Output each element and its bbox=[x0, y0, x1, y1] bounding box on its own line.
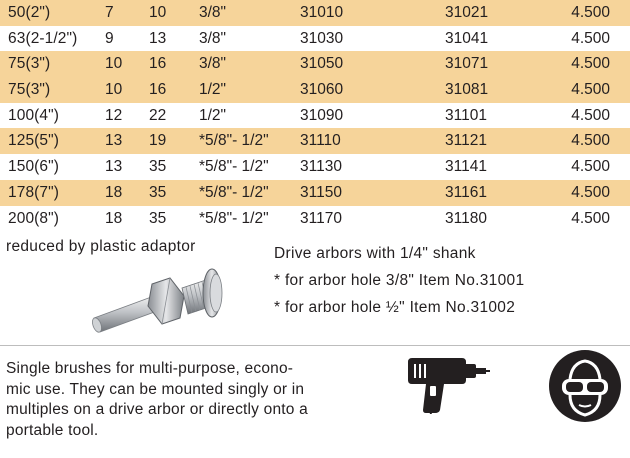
table-cell-diameter: 63(2-1/2") bbox=[8, 29, 78, 47]
table-cell-trim: 16 bbox=[149, 55, 167, 73]
table-cell-item-no-alt: 31041 bbox=[445, 29, 489, 47]
drive-arbor-image bbox=[88, 266, 238, 346]
table-cell-rpm: 4.500 bbox=[571, 29, 610, 47]
table-cell-item-no-alt: 31141 bbox=[445, 158, 487, 176]
drill-icon bbox=[404, 352, 490, 414]
table-cell-diameter: 100(4") bbox=[8, 106, 60, 124]
table-cell-item-no-alt: 31161 bbox=[445, 183, 487, 201]
product-description bbox=[6, 359, 386, 441]
table-cell-diameter: 150(6") bbox=[8, 158, 60, 176]
table-cell-item-no-alt: 31101 bbox=[445, 106, 487, 124]
table-cell-width: 13 bbox=[105, 158, 123, 176]
table-cell-rpm: 4.500 bbox=[571, 132, 610, 150]
table-cell-item-no-alt: 31121 bbox=[445, 132, 487, 150]
safety-goggles-icon bbox=[548, 349, 622, 423]
table-cell-trim: 16 bbox=[149, 81, 167, 99]
table-row bbox=[0, 103, 630, 129]
drive-arbors-info bbox=[274, 240, 524, 321]
table-cell-item-no-alt: 31081 bbox=[445, 81, 489, 99]
table-cell-item-no: 31030 bbox=[300, 29, 344, 47]
table-cell-item-no: 31050 bbox=[300, 55, 344, 73]
table-cell-item-no-alt: 31180 bbox=[445, 209, 487, 227]
table-cell-rpm: 4.500 bbox=[571, 81, 610, 99]
table-cell-rpm: 4.500 bbox=[571, 183, 610, 201]
drive-arbor-option: * for arbor hole ½" Item No.31002 bbox=[274, 299, 516, 316]
table-cell-trim: 35 bbox=[149, 183, 167, 201]
table-cell-item-no: 31110 bbox=[300, 132, 341, 150]
table-row bbox=[0, 26, 630, 52]
table-cell-arbor-hole: 1/2" bbox=[199, 81, 227, 99]
table-cell-width: 9 bbox=[105, 29, 114, 47]
table-cell-width: 18 bbox=[105, 183, 123, 201]
table-cell-rpm: 4.500 bbox=[571, 55, 610, 73]
table-row bbox=[0, 0, 630, 26]
table-cell-width: 7 bbox=[105, 4, 114, 21]
table-cell-width: 18 bbox=[105, 209, 123, 227]
table-cell-arbor-hole: 3/8" bbox=[199, 29, 227, 47]
description-line: multiples on a drive arbor or directly onto a bbox=[6, 401, 308, 418]
table-cell-trim: 13 bbox=[149, 29, 167, 47]
table-cell-trim: 35 bbox=[149, 158, 167, 176]
adaptor-caption: reduced by plastic adaptor bbox=[6, 238, 196, 255]
table-cell-item-no: 31060 bbox=[300, 81, 344, 99]
table-cell-diameter: 125(5") bbox=[8, 132, 60, 150]
table-cell-arbor-hole: *5/8"- 1/2" bbox=[199, 132, 269, 150]
table-cell-arbor-hole: 3/8" bbox=[199, 4, 227, 21]
table-cell-rpm: 4.500 bbox=[571, 209, 610, 227]
table-cell-diameter: 75(3") bbox=[8, 81, 51, 99]
table-cell-diameter: 178(7") bbox=[8, 183, 60, 201]
table-cell-width: 13 bbox=[105, 132, 123, 150]
drive-arbor-option: * for arbor hole 3/8" Item No.31001 bbox=[274, 272, 525, 289]
table-cell-width: 12 bbox=[105, 106, 123, 124]
drive-arbors-heading: Drive arbors with 1/4" shank bbox=[274, 245, 476, 262]
table-cell-item-no: 31130 bbox=[300, 158, 342, 176]
table-cell-rpm: 4.500 bbox=[571, 106, 610, 124]
table-cell-rpm: 4.500 bbox=[571, 158, 610, 176]
table-row bbox=[0, 128, 630, 154]
table-row bbox=[0, 206, 630, 232]
table-cell-rpm: 4.500 bbox=[571, 4, 610, 21]
table-cell-diameter: 200(8") bbox=[8, 209, 60, 227]
description-line: Single brushes for multi-purpose, econo- bbox=[6, 360, 294, 377]
table-cell-arbor-hole: 3/8" bbox=[199, 55, 227, 73]
table-cell-diameter: 75(3") bbox=[8, 55, 51, 73]
table-cell-item-no: 31170 bbox=[300, 209, 342, 227]
table-cell-arbor-hole: *5/8"- 1/2" bbox=[199, 209, 269, 227]
table-cell-trim: 35 bbox=[149, 209, 167, 227]
table-cell-trim: 22 bbox=[149, 106, 167, 124]
table-cell-arbor-hole: *5/8"- 1/2" bbox=[199, 183, 269, 201]
table-cell-item-no: 31010 bbox=[300, 4, 344, 21]
table-cell-item-no-alt: 31021 bbox=[445, 4, 489, 21]
table-cell-width: 10 bbox=[105, 55, 123, 73]
table-row bbox=[0, 154, 630, 180]
table-cell-item-no: 31150 bbox=[300, 183, 342, 201]
table-cell-arbor-hole: *5/8"- 1/2" bbox=[199, 158, 269, 176]
table-cell-trim: 19 bbox=[149, 132, 167, 150]
section-divider bbox=[0, 345, 630, 346]
table-cell-arbor-hole: 1/2" bbox=[199, 106, 227, 124]
table-row bbox=[0, 180, 630, 206]
table-cell-trim: 10 bbox=[149, 4, 167, 21]
table-row bbox=[0, 77, 630, 103]
description-line: mic use. They can be mounted singly or in bbox=[6, 380, 305, 398]
description-line: portable tool. bbox=[6, 421, 99, 439]
table-row bbox=[0, 51, 630, 77]
table-cell-item-no: 31090 bbox=[300, 106, 344, 124]
table-cell-diameter: 50(2") bbox=[8, 4, 51, 21]
table-cell-width: 10 bbox=[105, 81, 123, 99]
table-cell-item-no-alt: 31071 bbox=[445, 55, 489, 73]
